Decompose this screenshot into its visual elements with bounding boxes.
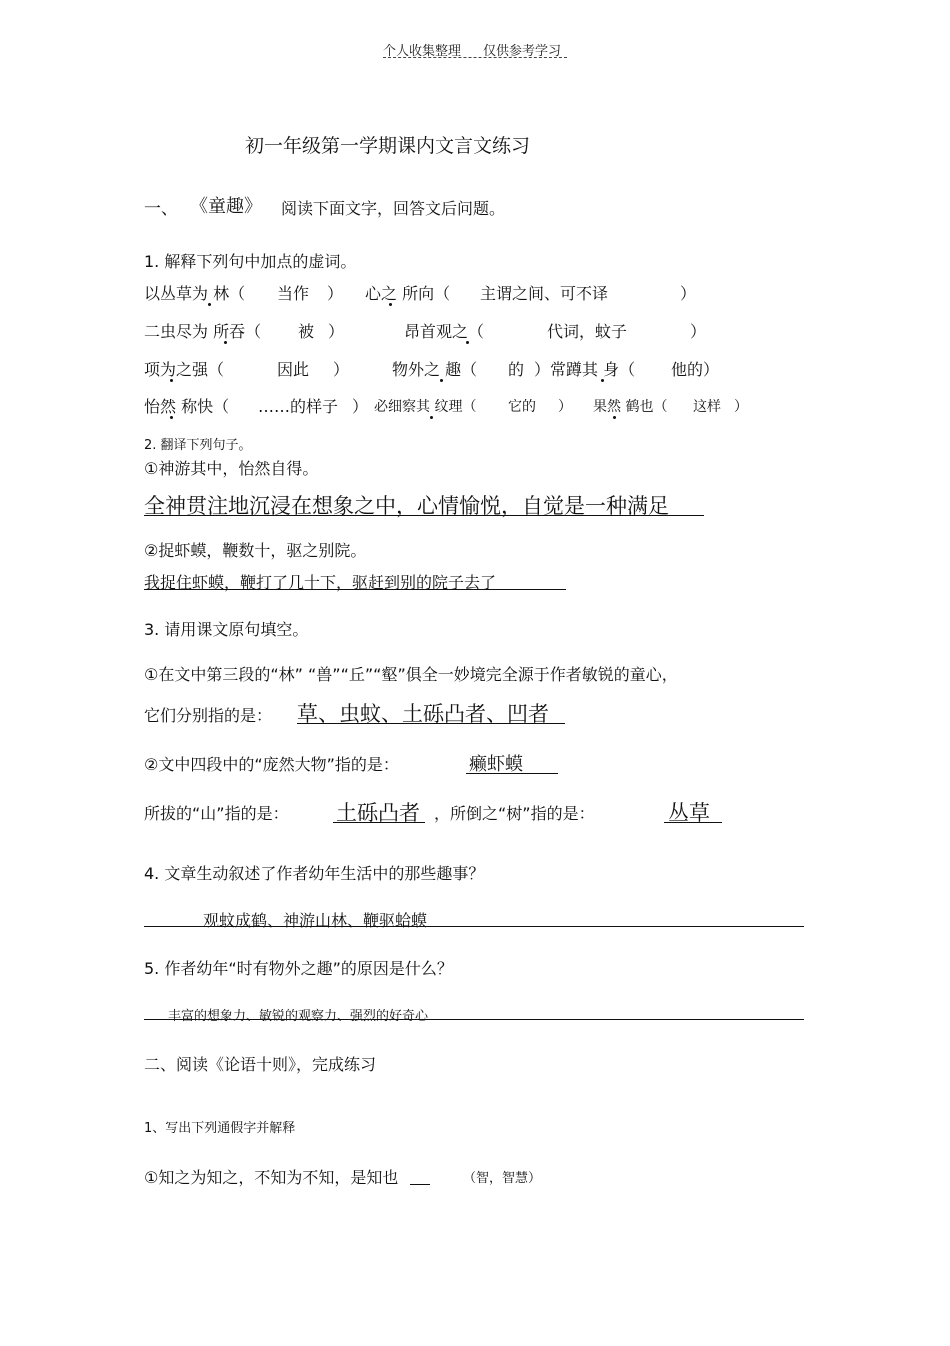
q1-r2-c5: 代词，蚊子 <box>547 322 628 341</box>
q3-line3-underline <box>466 773 558 774</box>
q3-line4-mid: ，所倒之“树”指的是： <box>434 804 595 823</box>
q1-r4-c9: ） <box>734 399 748 415</box>
q3-line4-underline1 <box>333 822 425 823</box>
q1-r1-c1: 以丛草为 林（ <box>144 284 246 303</box>
q1-r2-c4: 昂首观之（ <box>404 322 485 341</box>
q1-r4-c3: ） <box>352 397 369 416</box>
q3-line2-underline <box>297 723 565 724</box>
section2-heading: 二、阅读《论语十则》，完成练习 <box>144 1055 377 1074</box>
emphasis-dot <box>170 416 173 419</box>
q3-label: 3. 请用课文原句填空。 <box>144 620 309 639</box>
q1-r4-c5: 它的 <box>508 399 536 415</box>
emphasis-dot <box>601 379 604 382</box>
q1-r1-c4: 心之 所向（ <box>365 284 451 303</box>
q4-answer-line <box>144 926 804 927</box>
q1-r3-c7: 他的） <box>671 360 720 379</box>
q1-r4-c7: 果然 鹤也（ <box>593 399 668 415</box>
q2-answer1: 全神贯注地沉浸在想象之中，心情愉悦，自觉是一种满足 <box>144 494 669 518</box>
emphasis-dot <box>430 416 433 419</box>
page-title: 初一年级第一学期课内文言文练习 <box>245 135 531 157</box>
q4-label: 4. 文章生动叙述了作者幼年生活中的那些趣事？ <box>144 864 485 883</box>
q1-r3-c1: 项为之强（ <box>144 360 225 379</box>
section1-instruction: 阅读下面文字，回答文后问题。 <box>281 199 506 218</box>
q2-answer2: 我捉住虾蟆，鞭打了几十下，驱赶到别的院子去了 <box>144 573 497 592</box>
q1-r2-c6: ） <box>690 322 707 341</box>
q2-sentence1: ①神游其中，怡然自得。 <box>144 459 319 478</box>
q1-r2-c1: 二虫尽为 所吞（ <box>144 322 262 341</box>
header-left: 个人收集整理 <box>383 44 462 59</box>
q2-answer1-line <box>144 515 704 516</box>
q3-line2-prefix: 它们分别指的是： <box>144 706 273 725</box>
q1-r4-c6: ） <box>558 399 572 415</box>
emphasis-dot <box>389 303 392 306</box>
emphasis-dot <box>440 379 443 382</box>
q1-r4-c8: 这样 <box>693 399 721 415</box>
q2-label: 2. 翻译下列句子。 <box>144 438 252 453</box>
q1-r4-c2: ……的样子 <box>258 397 339 416</box>
q1-r3-c2: 因此 <box>277 360 310 379</box>
q1-r2-c2: 被 <box>298 322 315 341</box>
q1-r1-c5: 主谓之间、可不译 <box>480 284 609 303</box>
emphasis-dot <box>224 341 227 344</box>
emphasis-dot <box>208 303 211 306</box>
section2-q1-label: 1、写出下列通假字并解释 <box>144 1121 296 1136</box>
q5-answer: 丰富的想象力、敏锐的观察力、强烈的好奇心 <box>168 1009 429 1024</box>
section1-book: 《童趣》 <box>190 196 262 217</box>
q2-answer2-line <box>144 589 566 590</box>
q3-line4-answer2: 丛草 <box>668 801 710 825</box>
q1-label: 1. 解释下列句中加点的虚词。 <box>144 252 357 271</box>
q2-sentence2: ②捉虾蟆，鞭数十，驱之别院。 <box>144 541 367 560</box>
section2-q1-answer: （智，智慧） <box>463 1171 542 1186</box>
emphasis-dot <box>466 341 469 344</box>
q3-line3-prefix: ②文中四段中的“庞然大物”指的是： <box>144 755 399 774</box>
q4-answer: 观蚊成鹤、神游山林、鞭驱蛤蟆 <box>203 911 428 930</box>
header-right: 仅供参考学习 <box>483 44 562 59</box>
section2-q1-sentence: ①知之为知之，不知为不知，是知也 <box>144 1168 399 1187</box>
section1-prefix: 一、 <box>144 199 178 219</box>
q1-r3-c3: ） <box>333 360 350 379</box>
emphasis-dot <box>170 379 173 382</box>
q3-line4-answer1: 土砾凸者 <box>336 801 420 825</box>
q1-r1-c2: 当作 <box>277 284 310 303</box>
q1-r1-c3: ） <box>327 284 344 303</box>
q1-r3-c5: 的 <box>508 360 525 379</box>
header-rule <box>383 57 567 58</box>
q3-line4-prefix: 所拔的“山”指的是： <box>144 804 289 823</box>
q1-r4-c1: 怡然 称快（ <box>144 397 230 416</box>
q1-r3-c4: 物外之 趣（ <box>392 360 478 379</box>
q1-r3-c6: ）常蹲其 身（ <box>534 360 636 379</box>
q1-r4-c4: 必细察其 纹理（ <box>374 399 477 415</box>
q1-r1-c6: ） <box>680 284 697 303</box>
emphasis-dot <box>613 416 616 419</box>
section2-q1-underline <box>410 1184 430 1185</box>
q5-label: 5. 作者幼年“时有物外之趣”的原因是什么？ <box>144 959 453 978</box>
q5-answer-line <box>144 1019 804 1020</box>
q1-r2-c3: ） <box>328 322 345 341</box>
q3-line4-underline2 <box>664 822 722 823</box>
q3-line1: ①在文中第三段的“林” “兽”“丘”“壑”俱全一妙境完全源于作者敏锐的童心， <box>144 665 678 684</box>
q3-line2-answer: 草、虫蚊、土砾凸者、凹者 <box>297 702 549 726</box>
q3-line3-answer: 癞虾蟆 <box>469 754 523 775</box>
